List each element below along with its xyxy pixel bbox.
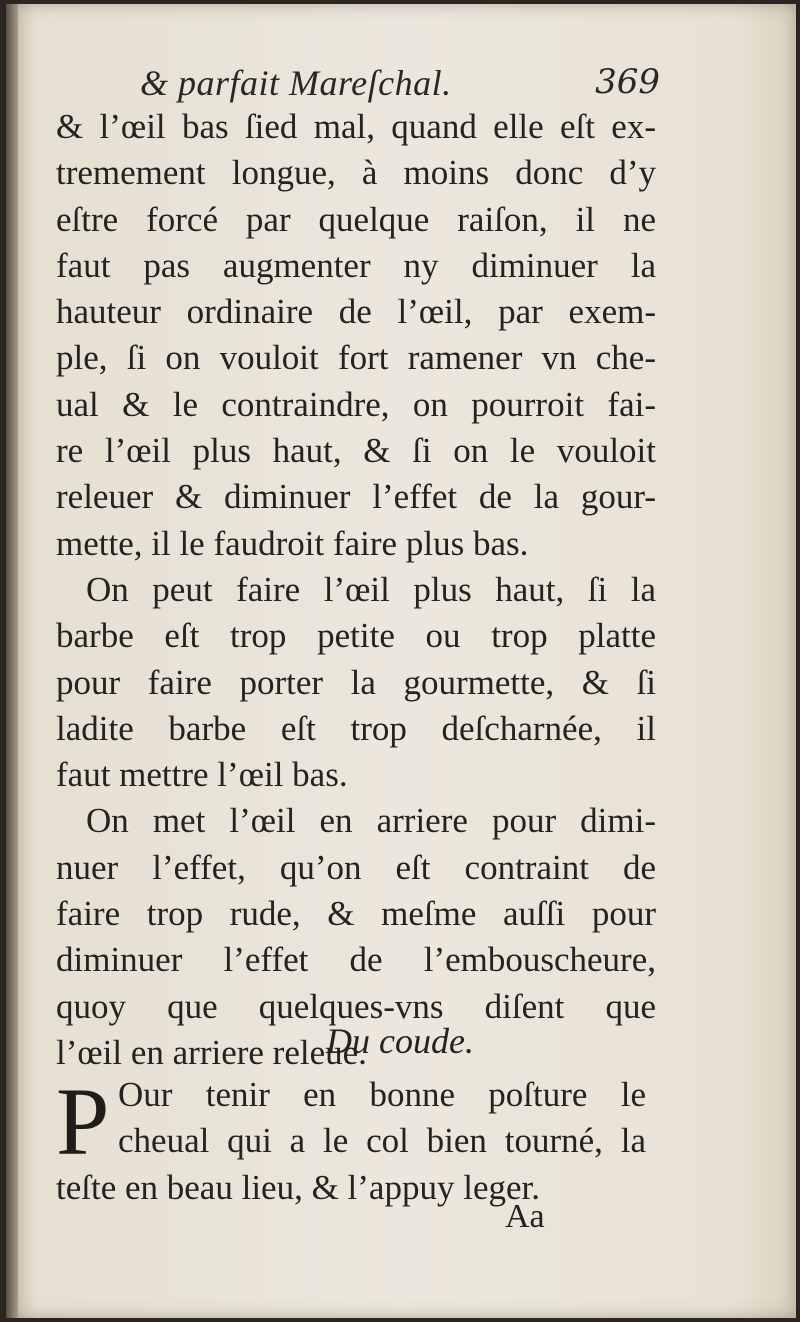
text-line: Our tenir en bonne poſture le [118, 1075, 646, 1114]
text-line: On met l’œil en arriere pour dimi- [86, 801, 656, 841]
text-line: eſtre forcé par quelque raiſon, il ne [56, 199, 656, 239]
drop-cap: P [56, 1068, 110, 1175]
catchword: Aa [505, 1198, 545, 1235]
text-line: re l’œil plus haut, & ſi on le vouloit [56, 431, 656, 471]
text-line: cheual qui a le col bien tourné, la [118, 1121, 646, 1161]
text-line: tremement longue, à moins donc d’y [56, 153, 656, 193]
text-line: barbe eſt trop petite ou trop platte [56, 616, 656, 656]
text-line: mette, il le faudroit faire plus bas. [56, 523, 529, 563]
text-line: quoy que quelques-vns diſent que [56, 986, 656, 1026]
page-number: 369 [595, 62, 660, 102]
body-text [56, 104, 656, 1076]
text-line: teſte en beau lieu, & l’appuy leger. [56, 1167, 540, 1207]
running-title: & parfait Mareſchal. [140, 63, 452, 103]
text-line: pour faire porter la gourmette, & ſi [56, 662, 656, 702]
section-heading: Du coude. [326, 1021, 474, 1061]
text-line: faut mettre l’œil bas. [56, 755, 348, 795]
book-spine-shadow [6, 4, 18, 1318]
text-line: On peut faire l’œil plus haut, ſi la [86, 569, 656, 609]
text-line: ladite barbe eſt trop deſcharnée, il [56, 708, 656, 748]
text-line: faire trop rude, & meſme auſſi pour [56, 894, 656, 934]
text-line: releuer & diminuer l’effet de la gour- [56, 477, 656, 517]
text-line: & l’œil bas ſied mal, quand elle eſt ex- [56, 107, 656, 146]
section-paragraph [56, 1068, 646, 1211]
text-line: faut pas augmenter ny diminuer la [56, 245, 656, 285]
text-line: hauteur ordinaire de l’œil, par exem- [56, 292, 656, 332]
text-line: nuer l’effet, qu’on eſt contraint de [56, 847, 656, 887]
text-line: ual & le contraindre, on pourroit fai- [56, 384, 656, 424]
text-line: ple, ſi on vouloit fort ramener vn che- [56, 338, 656, 378]
text-line: diminuer l’effet de l’embouscheure, [56, 940, 656, 980]
text-line: l’œil en arriere releue. [56, 1032, 367, 1072]
